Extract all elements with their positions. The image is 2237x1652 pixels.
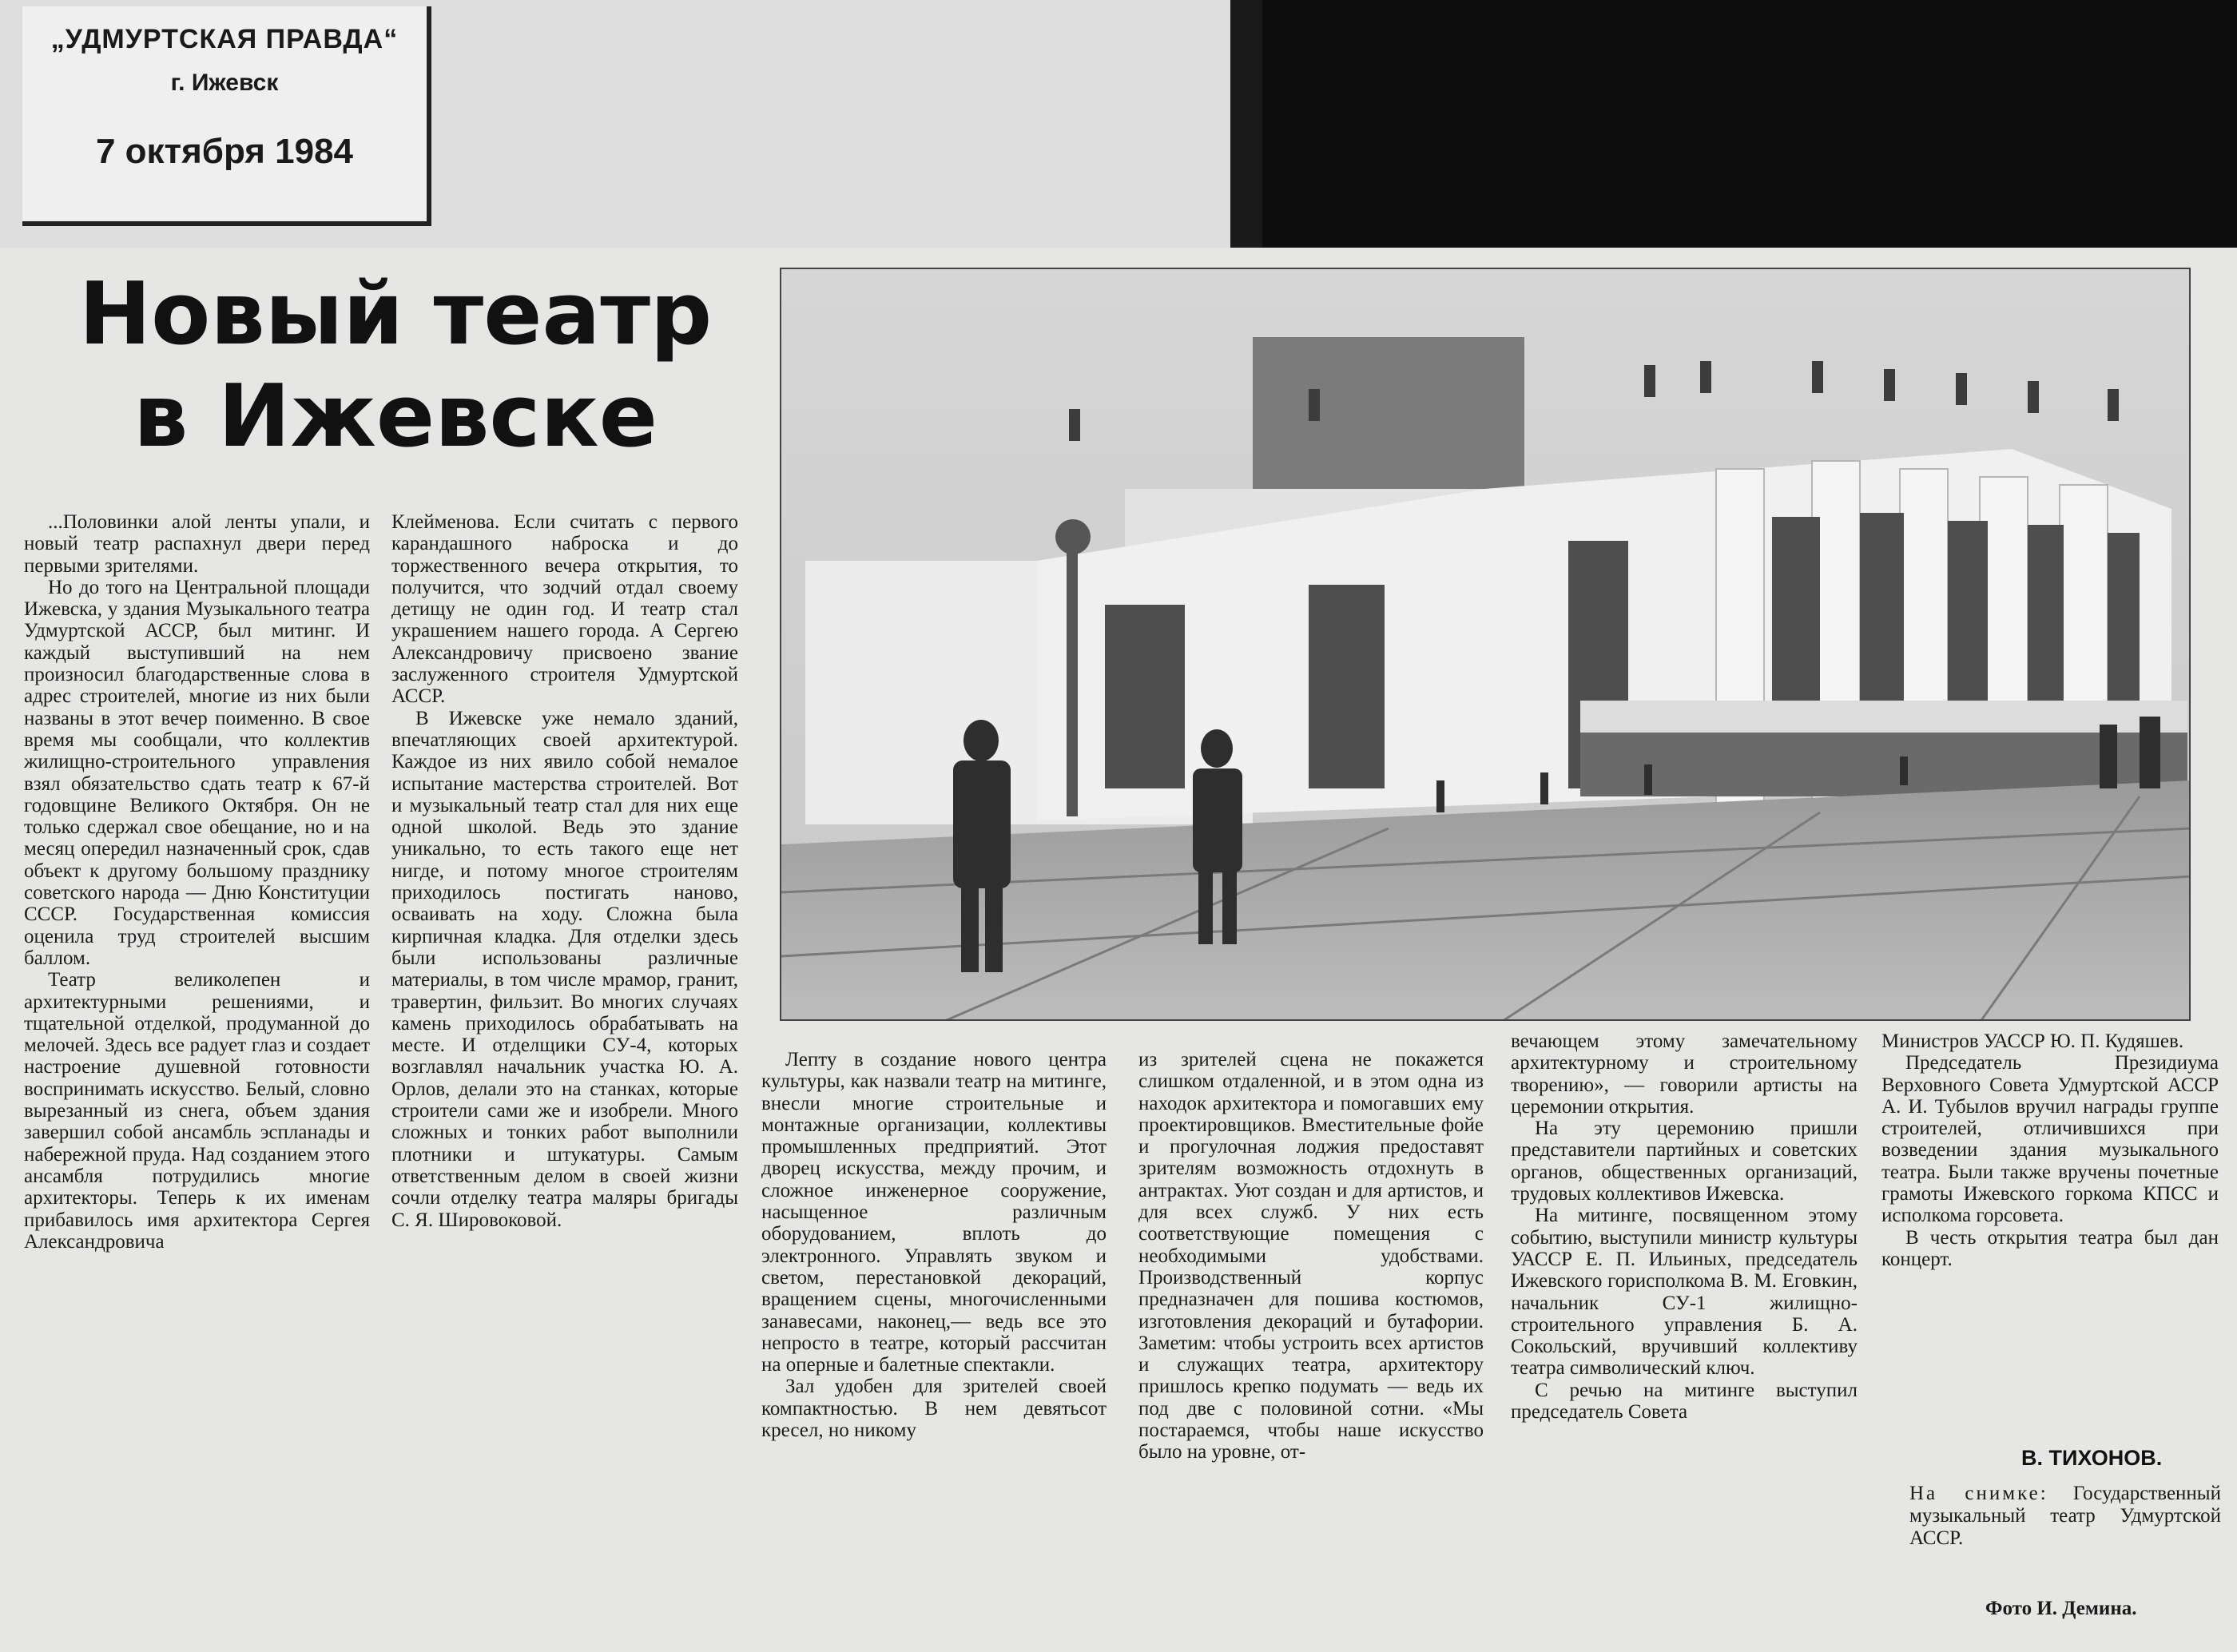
photo-caption: [1909, 1483, 2221, 1550]
article-column-4: [1138, 1049, 1484, 1463]
author-signature: В. ТИХОНОВ.: [2021, 1446, 2163, 1470]
paragraph: В честь открытия театра был дан концерт.: [1881, 1226, 2219, 1270]
article-column-6: [1881, 1031, 2219, 1270]
article-column-2: [391, 511, 738, 1231]
paragraph: На митинге, посвященном этому событию, выступили министр культуры УАССР Е. П. Ильиных, председатель Ижевского горисполкома В. М. Еговкин, начальник СУ-1 жилищно-строительного управления Б. А. Сокольский, вручивший коллективу театра символический ключ.: [1511, 1205, 1858, 1380]
paragraph: Но до того на Центральной площади Ижевска, у здания Музыкального театра Удмуртской АССР, был митинг. И каждый выступивший на нем произносил благодарственные слова в адрес строителей, многие из них были названы в этот вечер поименно. В свое время мы сообщали, что коллектив жилищно-строительного управления взял обязательство сдать театр к 67-й годовщине Великого Октября. Он не только сдержал свое обещание, но и на месяц опередил назначенный срок, сдав объект к другому большому празднику советского народа — Дню Конституции СССР. Государственная комиссия оценила труд строителей высшим баллом.: [24, 576, 370, 969]
paragraph: Клейменова. Если считать с первого карандашного наброска и до торжественного вечера открытия, то получится, что зодчий отдал своему детищу не один год. И театр стал украшением нашего города. А Сергею Александровичу присвоено звание заслуженного строителя Удмуртской АССР.: [391, 511, 738, 708]
article-column-3: [761, 1049, 1107, 1441]
headline-line-2: в Ижевске: [133, 367, 658, 467]
photo-caption-label: На снимке:: [1909, 1483, 2048, 1504]
paragraph: вечающем этому замечательному архитектурному и строительному творению», — говорили артисты на церемонии открытия.: [1511, 1031, 1858, 1118]
issue-date: 7 октября 1984: [95, 132, 354, 171]
theater-photo: [780, 268, 2191, 1021]
photo-caption-text: Государственный музыкальный театр Удмуртской АССР.: [1909, 1483, 2221, 1549]
paragraph: Театр великолепен и архитектурными решениями, и тщательной отделкой, продуманной до мелочей. Здесь все радует глаз и создает настроение душевной готовности воспринимать искусство. Белый, словно вырезанный из снега, объем здания завершил собой ансамбль эспланады и набережной пруда. Над созданием этого ансамбля потрудились многие архитекторы. Теперь к их именам прибавилось имя архитектора Сергея Александровича: [24, 969, 370, 1253]
paragraph: В Ижевске уже немало зданий, впечатляющих своей архитектурой. Каждое из них явило собой немалое испытание мастерства строителей. Вот и музыкальный театр стал для них еще одной школой. Ведь это здание уникально, то есть такого еще нет нигде, и потому многое строителям приходилось постигать наново, осваивать на ходу. Сложна была кирпичная кладка. Для отделки здесь были использованы различные материалы, в том числе мрамор, гранит, травертин, фильзит. Во многих случаях камень приходилось обрабатывать на месте. И отделщики СУ-4, которых возглавлял начальник участка Ю. А. Орлов, делали это на станках, которые строители сами же и изобрели. Много сложных и тонких работ выполнили плотники и штукатуры. Самым ответственным делом в своей жизни сочли отделку театра маляры бригады С. Я. Шировоковой.: [391, 707, 738, 1231]
theater-building-illustration: [781, 269, 2191, 1021]
headline-line-1: Новый театр: [78, 264, 713, 364]
article-column-5: [1511, 1031, 1858, 1423]
paragraph: Лепту в создание нового центра культуры, как назвали театр на митинге, внесли многие строительные и монтажные организации, коллективы промышленных предприятий. Этот дворец искусства, между прочим, и сложное инженерное сооружение, насыщенное различным оборудованием, вплоть до электронного. Управлять звуком и светом, перестановкой декораций, вращением сцены, многочисленными занавесами, наконец,— ведь все это непросто в театре, который рассчитан на оперные и балетные спектакли.: [761, 1049, 1107, 1376]
paragraph: С речью на митинге выступил председатель Совета: [1511, 1379, 1858, 1424]
paragraph: Министров УАССР Ю. П. Кудяшев.: [1881, 1031, 2184, 1052]
paragraph: На эту церемонию пришли представители партийных и советских органов, общественных организаций, трудовых коллективов Ижевска.: [1511, 1118, 1858, 1205]
article-headline: [44, 264, 747, 468]
dark-edge: [1230, 0, 1262, 264]
masthead: [22, 6, 431, 226]
paragraph: Зал удобен для зрителей своей компактностью. В нем девятьсот кресел, но никому: [761, 1376, 1107, 1442]
paragraph: Председатель Президиума Верховного Совета Удмуртской АССР А. И. Тубылов вручил награды группе строителей, отличившихся при возведении здания музыкального театра. Были также вручены почетные грамоты Ижевского горкома КПСС и исполкома горсовета.: [1881, 1052, 2219, 1227]
paragraph: ...Половинки алой ленты упали, и новый театр распахнул двери перед первыми зрителями.: [24, 511, 370, 577]
photo-credit: Фото И. Демина.: [1985, 1598, 2137, 1619]
paragraph: из зрителей сцена не покажется слишком отдаленной, и в этом одна из находок архитектора и помогавших ему проектировщиков. Вместительные фойе и прогулочная лоджия предоставят зрителям возможность отдохнуть в антрактах. Уют создан и для артистов, и для всех служб. У них есть соответствующие помещения с необходимыми удобствами. Производственный корпус предназначен для пошива костюмов, изготовления декораций и бутафории. Заметим: чтобы устроить всех артистов и служащих театра, архитектору пришлось крепко подумать — ведь их под две с половиной сотни. «Мы постараемся, чтобы наше искусство было на уровне, от-: [1138, 1049, 1484, 1463]
article-column-1: [24, 511, 370, 1253]
newspaper-city: г. Ижевск: [170, 69, 279, 96]
newspaper-name: „УДМУРТСКАЯ ПРАВДА“: [50, 24, 399, 54]
